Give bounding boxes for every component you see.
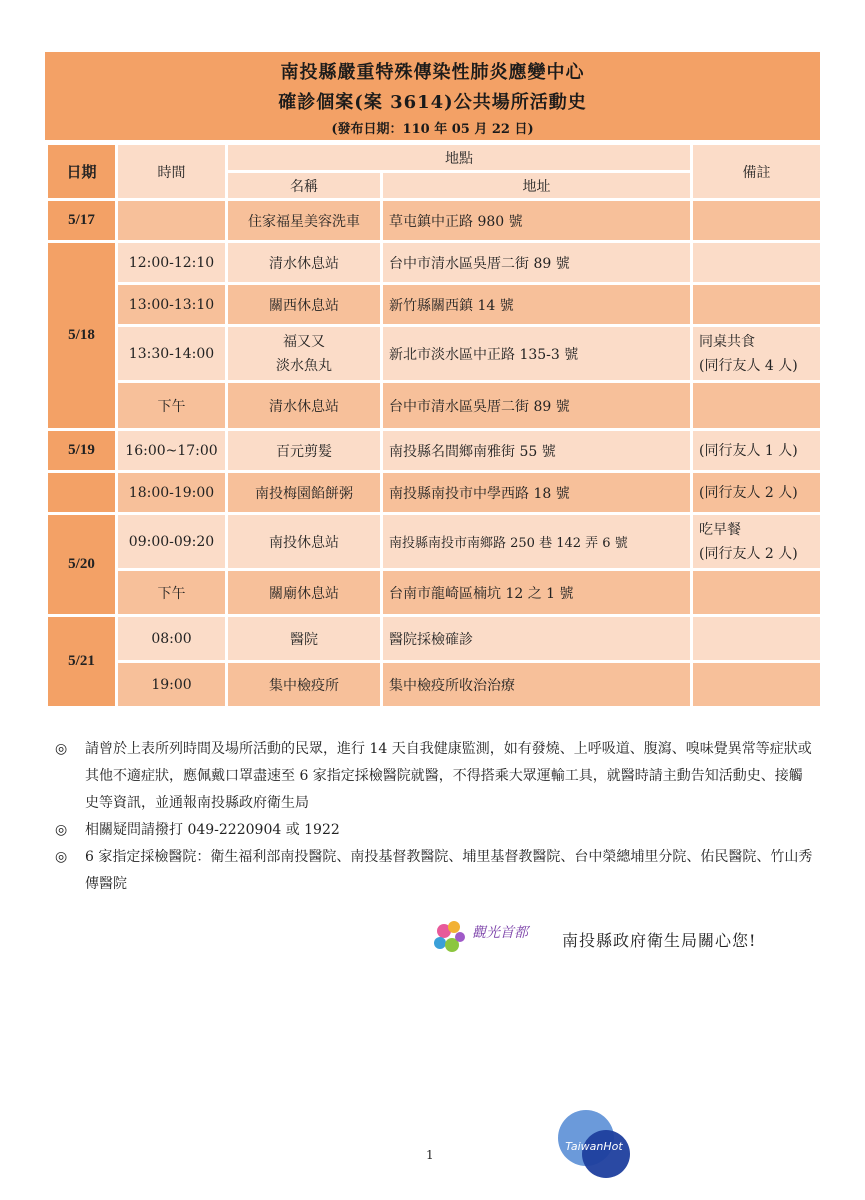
- note-text: 6 家指定採檢醫院：衛生福利部南投醫院、南投基督教醫院、埔里基督教醫院、台中榮總埔里分院、佑民醫院、竹山秀傳醫院: [85, 849, 813, 892]
- remark-cell: [692, 326, 822, 382]
- date-cell: [47, 472, 117, 514]
- time-cell: 19:00: [117, 662, 227, 708]
- bullet-mark: ◎: [55, 822, 68, 838]
- logo-text: 觀光首都: [472, 925, 528, 941]
- remark-cell: [692, 662, 822, 708]
- remark-line: (同行友人 4 人): [699, 357, 798, 374]
- date-cell: 5/18: [47, 242, 117, 430]
- title-line-1: 南投縣嚴重特殊傳染性肺炎應變中心: [280, 62, 585, 83]
- table-row: [47, 662, 822, 708]
- place-name-cell: 關西休息站: [227, 284, 382, 326]
- note-item: [55, 736, 815, 817]
- title-line-2: 確診個案(案 3614)公共場所活動史: [278, 92, 587, 113]
- taiwanhot-watermark: [556, 1108, 632, 1180]
- title-banner: [45, 52, 820, 140]
- header-time: 時間: [117, 144, 227, 200]
- note-text: 相關疑問請撥打 049-2220904 或 1922: [85, 822, 340, 838]
- place-name-cell: 南投休息站: [227, 514, 382, 570]
- remark-cell: [692, 514, 822, 570]
- remark-cell: [692, 200, 822, 242]
- address-cell: 新北市淡水區中正路 135-3 號: [382, 326, 692, 382]
- note-item: [55, 817, 815, 844]
- remark-line: (同行友人 2 人): [699, 545, 798, 562]
- time-cell: 13:00-13:10: [117, 284, 227, 326]
- place-name-cell: [227, 326, 382, 382]
- time-cell: [117, 200, 227, 242]
- address-cell: 南投縣南投市南鄉路 250 巷 142 弄 6 號: [382, 514, 692, 570]
- table-row: [47, 514, 822, 570]
- address-cell: 醫院採檢確診: [382, 616, 692, 662]
- remark-cell: [692, 570, 822, 616]
- note-text: 請曾於上表所列時間及場所活動的民眾，進行 14 天自我健康監測，如有發燒、上呼吸道、腹瀉、嗅味覺異常等症狀或其他不適症狀，應佩戴口罩盡速至 6 家指定採檢醫院就醫，不得搭乘大眾運輸工具，就醫時請主動告知活動史、接觸史等資訊，並通報南投縣政府衛生局: [85, 741, 812, 811]
- bullet-mark: ◎: [55, 741, 68, 757]
- table-row: [47, 326, 822, 382]
- address-cell: 台中市清水區吳厝二街 89 號: [382, 242, 692, 284]
- time-cell: 下午: [117, 382, 227, 430]
- time-cell: 16:00~17:00: [117, 430, 227, 472]
- remark-cell: (同行友人 2 人): [692, 472, 822, 514]
- place-name-cell: 清水休息站: [227, 382, 382, 430]
- place-name-cell: 清水休息站: [227, 242, 382, 284]
- publish-date: (發布日期：110 年 05 月 22 日): [331, 122, 534, 137]
- address-cell: 台中市清水區吳厝二街 89 號: [382, 382, 692, 430]
- time-cell: 13:30-14:00: [117, 326, 227, 382]
- remark-line: 同桌共食: [699, 333, 755, 350]
- remark-cell: [692, 382, 822, 430]
- header-address: 地址: [382, 172, 692, 200]
- table-row: [47, 242, 822, 284]
- table-row: [47, 382, 822, 430]
- header-remark: 備註: [692, 144, 822, 200]
- time-cell: 08:00: [117, 616, 227, 662]
- place-name-line: 福又又: [283, 333, 325, 350]
- header-date: 日期: [47, 144, 117, 200]
- table-row: [47, 284, 822, 326]
- header-name: 名稱: [227, 172, 382, 200]
- footer-message: 南投縣政府衛生局關心您!: [562, 931, 757, 950]
- remark-cell: (同行友人 1 人): [692, 430, 822, 472]
- table-row: [47, 616, 822, 662]
- note-item: [55, 844, 815, 898]
- address-cell: 台南市龍崎區楠坑 12 之 1 號: [382, 570, 692, 616]
- place-name-line: 淡水魚丸: [276, 357, 332, 374]
- address-cell: 南投縣南投市中學西路 18 號: [382, 472, 692, 514]
- remark-cell: [692, 284, 822, 326]
- place-name-cell: 關廟休息站: [227, 570, 382, 616]
- date-cell: 5/21: [47, 616, 117, 708]
- place-name-cell: 百元剪髮: [227, 430, 382, 472]
- address-cell: 草屯鎮中正路 980 號: [382, 200, 692, 242]
- time-cell: 09:00-09:20: [117, 514, 227, 570]
- date-cell: 5/20: [47, 514, 117, 616]
- bullet-mark: ◎: [55, 849, 68, 865]
- place-name-cell: 集中檢疫所: [227, 662, 382, 708]
- place-name-cell: 南投梅園餡餅粥: [227, 472, 382, 514]
- address-cell: 南投縣名間鄉南雅街 55 號: [382, 430, 692, 472]
- notes-section: [55, 736, 815, 898]
- activity-table: [45, 142, 823, 709]
- header-place: 地點: [227, 144, 692, 172]
- table-row: [47, 430, 822, 472]
- place-name-cell: 醫院: [227, 616, 382, 662]
- remark-line: 吃早餐: [699, 521, 741, 538]
- remark-cell: [692, 242, 822, 284]
- date-cell: 5/17: [47, 200, 117, 242]
- table-row: [47, 200, 822, 242]
- time-cell: 12:00-12:10: [117, 242, 227, 284]
- watermark-text: TaiwanHot: [565, 1140, 623, 1153]
- time-cell: 下午: [117, 570, 227, 616]
- date-cell: 5/19: [47, 430, 117, 472]
- page-number: 1: [426, 1148, 434, 1162]
- place-name-cell: 住家福星美容洗車: [227, 200, 382, 242]
- address-cell: 新竹縣關西鎮 14 號: [382, 284, 692, 326]
- time-cell: 18:00-19:00: [117, 472, 227, 514]
- remark-cell: [692, 616, 822, 662]
- address-cell: 集中檢疫所收治治療: [382, 662, 692, 708]
- table-row: [47, 570, 822, 616]
- table-row: [47, 472, 822, 514]
- tourism-capital-logo: [430, 915, 554, 961]
